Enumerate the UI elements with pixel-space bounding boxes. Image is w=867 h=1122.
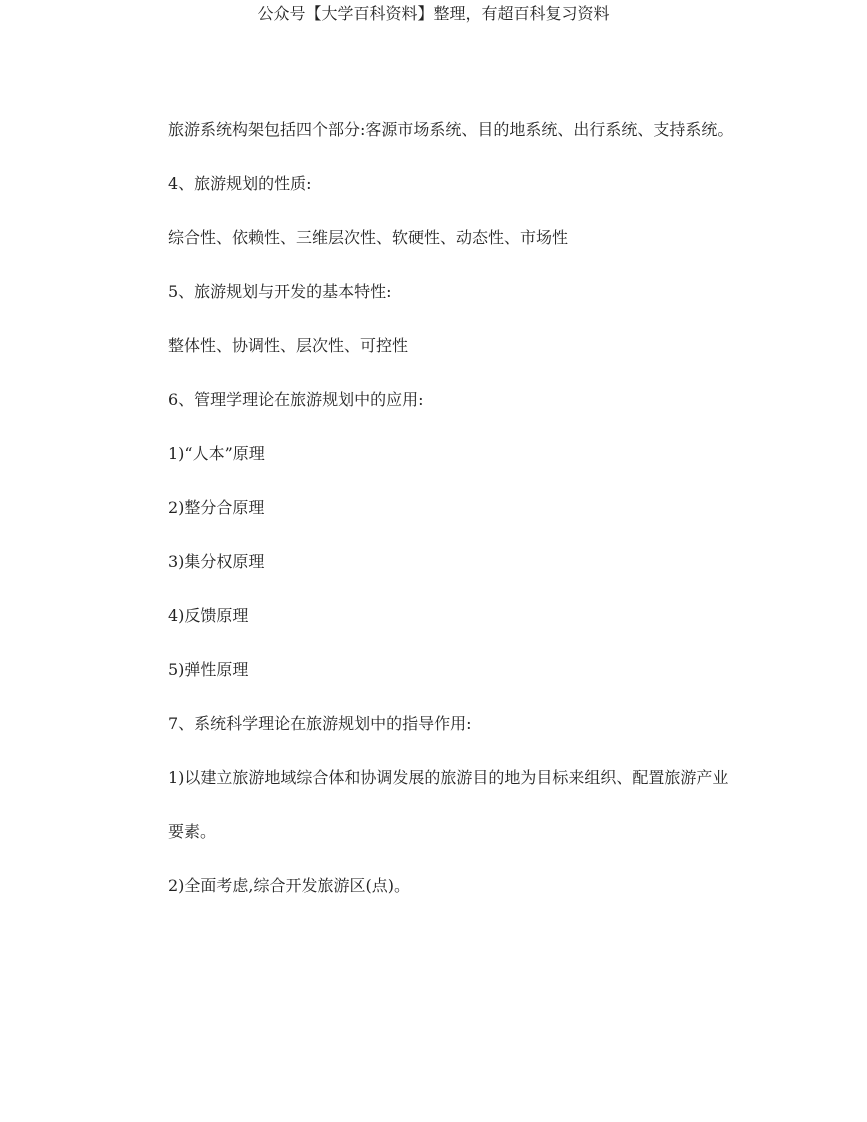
heading-planning-nature: 4、旅游规划的性质: <box>168 174 312 193</box>
document-body <box>127 115 747 925</box>
paragraph-tourism-system: 旅游系统构架包括四个部分:客源市场系统、目的地系统、出行系统、支持系统。 <box>168 120 734 139</box>
heading-management-theory: 6、管理学理论在旅游规划中的应用: <box>168 390 424 409</box>
list-item-feedback-principle: 4)反馈原理 <box>168 606 249 625</box>
list-item-centralization-principle: 3)集分权原理 <box>168 552 265 571</box>
list-item-people-principle: 1)“人本”原理 <box>168 444 265 463</box>
paragraph-planning-nature: 综合性、依赖性、三维层次性、软硬性、动态性、市场性 <box>168 228 569 247</box>
paragraph-elements: 要素。 <box>168 822 217 841</box>
list-item-flexibility-principle: 5)弹性原理 <box>168 660 249 679</box>
heading-systems-theory: 7、系统科学理论在旅游规划中的指导作用: <box>168 714 472 733</box>
list-item-comprehensive-development: 2)全面考虑,综合开发旅游区(点)。 <box>168 876 410 895</box>
list-item-integration-principle: 2)整分合原理 <box>168 498 265 517</box>
heading-basic-characteristics: 5、旅游规划与开发的基本特性: <box>168 282 392 301</box>
page-header: 公众号【大学百科资料】整理，有超百科复习资料 <box>257 4 610 23</box>
paragraph-basic-characteristics: 整体性、协调性、层次性、可控性 <box>168 336 409 355</box>
list-item-regional-complex: 1)以建立旅游地域综合体和协调发展的旅游目的地为目标来组织、配置旅游产业 <box>168 768 729 787</box>
